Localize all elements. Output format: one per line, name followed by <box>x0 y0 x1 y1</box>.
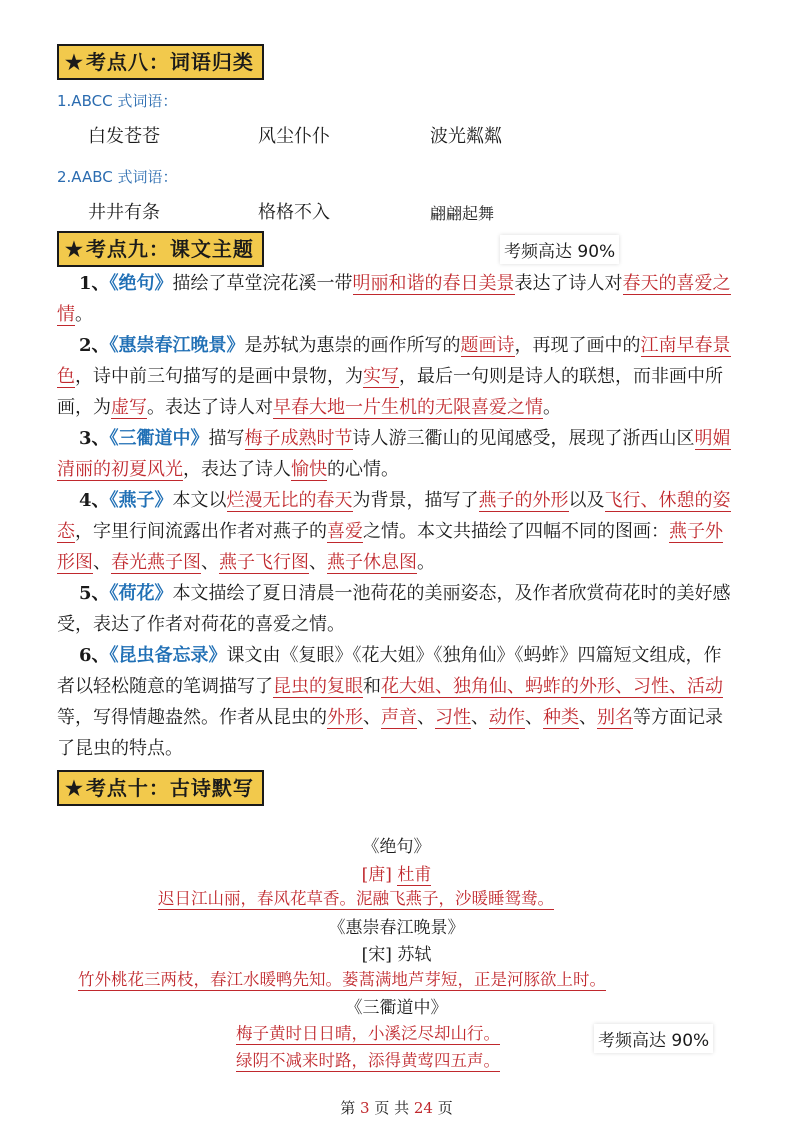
theme-paragraph <box>57 485 737 578</box>
theme-text: 诗人游三衢山的见闻感受，展现了浙西山区 <box>352 428 695 449</box>
poem-title: 《绝句》 <box>362 837 431 857</box>
key-phrase: 江南早春景色 <box>57 335 731 387</box>
theme-text: 、 <box>201 552 219 573</box>
word-item: 波光粼粼 <box>430 126 502 147</box>
key-phrase: 种类 <box>543 707 579 728</box>
frequency-badge: 考频高达 90% <box>500 235 619 264</box>
theme-number: 2、 <box>79 335 110 356</box>
theme-text: ，表达了诗人 <box>183 459 291 480</box>
key-phrase: 飞行、休憩的姿态 <box>57 490 731 542</box>
theme-text: 以及 <box>568 490 605 511</box>
poem-title: 《三衢道中》 <box>345 998 448 1018</box>
abcc-label: 1.ABCC 式词语： <box>57 92 178 110</box>
poem-line: 梅子黄时日日晴，小溪泛尽却山行。 <box>236 1020 500 1045</box>
theme-text: 描写 <box>208 428 245 449</box>
key-phrase: 燕子休息图 <box>327 552 417 573</box>
key-phrase: 燕子外形图 <box>57 521 723 573</box>
theme-text: 等方面记录了昆虫的特点。 <box>57 707 723 759</box>
key-phrase: 花大姐、独角仙、蚂蚱的外形、习性、活动 <box>381 676 723 697</box>
theme-number: 6、 <box>79 645 110 666</box>
theme-paragraph <box>57 640 737 764</box>
star-icon: ★ <box>65 776 84 800</box>
theme-paragraph <box>57 330 737 423</box>
theme-text: 、 <box>93 552 111 573</box>
poem-line: 迟日江山丽，春风花草香。泥融飞燕子，沙暖睡鸳鸯。 <box>158 885 554 910</box>
key-phrase: 早春大地一片生机的无限喜爱之情 <box>273 397 543 418</box>
poem-author: [宋] 苏轼 <box>361 945 432 965</box>
themes-list <box>57 268 737 764</box>
section-10-header <box>57 770 264 806</box>
theme-lesson-title: 《三衢道中》 <box>109 428 209 449</box>
key-phrase: 别名 <box>597 707 633 728</box>
footer-text: 页 <box>437 1099 453 1117</box>
key-phrase: 喜爱 <box>327 521 363 542</box>
theme-text: 。 <box>75 304 93 325</box>
poem-title: 《惠崇春江晚景》 <box>328 918 465 938</box>
word-item: 风尘仆仆 <box>258 126 330 147</box>
theme-text: 、 <box>579 707 597 728</box>
theme-number: 1、 <box>79 273 110 294</box>
theme-text: ，再现了画中的 <box>514 335 641 356</box>
theme-text: 等，写得情趣盎然。作者从昆虫的 <box>57 707 327 728</box>
theme-number: 4、 <box>79 490 110 511</box>
poem-line: 绿阴不减来时路，添得黄莺四五声。 <box>236 1047 500 1072</box>
theme-paragraph <box>57 578 737 640</box>
key-phrase: 春光燕子图 <box>111 552 201 573</box>
key-phrase: 梅子成熟时节 <box>244 428 353 449</box>
word-item: 格格不入 <box>258 202 330 223</box>
section-title: 考点八：词语归类 <box>85 50 254 74</box>
section-title: 考点十：古诗默写 <box>85 776 254 800</box>
theme-text: ，诗中前三句描写的是画中景物，为 <box>75 366 363 387</box>
theme-text: 是苏轼为惠崇的画作所写的 <box>244 335 461 356</box>
section-8-header <box>57 44 264 80</box>
theme-lesson-title: 《荷花》 <box>109 583 173 604</box>
poem-author-name: 杜甫 <box>397 865 432 885</box>
key-phrase: 昆虫的复眼 <box>273 676 363 697</box>
theme-lesson-title: 《绝句》 <box>109 273 173 294</box>
aabc-label: 2.AABC 式词语： <box>57 168 178 186</box>
theme-text: 为背景，描写了 <box>352 490 479 511</box>
theme-number: 5、 <box>79 583 110 604</box>
theme-text: 、 <box>363 707 381 728</box>
theme-text: 表达了诗人对 <box>514 273 623 294</box>
theme-text: 、 <box>417 707 435 728</box>
theme-text: 、 <box>309 552 327 573</box>
word-item: 白发苍苍 <box>88 126 160 147</box>
theme-text: 。 <box>417 552 435 573</box>
key-phrase: 外形 <box>327 707 363 728</box>
key-phrase: 春天的喜爱之情 <box>57 273 731 325</box>
theme-text: 本文以 <box>172 490 227 511</box>
theme-text: 和 <box>363 676 381 697</box>
key-phrase: 愉快 <box>291 459 327 480</box>
theme-lesson-title: 《惠崇春江晚景》 <box>109 335 245 356</box>
theme-paragraph <box>57 423 737 485</box>
word-item: 井井有条 <box>88 202 160 223</box>
theme-text: ，字里行间流露出作者对燕子的 <box>75 521 327 542</box>
key-phrase: 燕子的外形 <box>478 490 569 511</box>
theme-text: 之情。本文共描绘了四幅不同的图画： <box>363 521 669 542</box>
key-phrase: 实写 <box>363 366 399 387</box>
theme-lesson-title: 《昆虫备忘录》 <box>109 645 227 666</box>
key-phrase: 明丽和谐的春日美景 <box>352 273 515 294</box>
poem-dynasty: [唐] <box>361 865 392 885</box>
key-phrase: 动作 <box>489 707 525 728</box>
theme-text: 的心情。 <box>327 459 399 480</box>
page-total: 24 <box>413 1099 433 1117</box>
key-phrase: 声音 <box>381 707 417 728</box>
poem-line: 竹外桃花三两枝，春江水暖鸭先知。蒌蒿满地芦芽短，正是河豚欲上时。 <box>78 966 606 991</box>
theme-paragraph <box>57 268 737 330</box>
theme-text: ，最后一句则是诗人的联想，而非画中所画，为 <box>57 366 723 418</box>
theme-text: 描绘了草堂浣花溪一带 <box>172 273 353 294</box>
key-phrase: 题画诗 <box>460 335 515 356</box>
key-phrase: 习性 <box>435 707 471 728</box>
key-phrase: 烂漫无比的春天 <box>226 490 353 511</box>
frequency-badge: 考频高达 90% <box>594 1024 713 1053</box>
star-icon: ★ <box>65 237 84 261</box>
footer-text: 第 <box>340 1099 356 1117</box>
footer-text: 页 共 <box>374 1099 410 1117</box>
theme-number: 3、 <box>79 428 110 449</box>
theme-text: 课文由《复眼》《花大姐》《独角仙》《蚂蚱》四篇短文组成，作者以轻松随意的笔调描写了 <box>57 645 722 697</box>
word-item: 翩翩起舞 <box>430 204 495 223</box>
section-title: 考点九：课文主题 <box>85 237 254 261</box>
theme-text: 。 <box>543 397 561 418</box>
theme-text: 、 <box>471 707 489 728</box>
theme-lesson-title: 《燕子》 <box>109 490 173 511</box>
poem-author <box>0 860 793 885</box>
key-phrase: 明媚清丽的初夏风光 <box>57 428 731 480</box>
theme-text: 本文描绘了夏日清晨一池荷花的美丽姿态，及作者欣赏荷花时的美好感受，表达了作者对荷花的喜爱之情。 <box>57 583 731 635</box>
theme-text: 。表达了诗人对 <box>147 397 273 418</box>
theme-text: 、 <box>525 707 543 728</box>
star-icon: ★ <box>65 50 84 74</box>
page-footer <box>0 1097 793 1118</box>
section-9-header <box>57 231 264 267</box>
page-number: 3 <box>360 1099 370 1117</box>
key-phrase: 燕子飞行图 <box>219 552 309 573</box>
key-phrase: 虚写 <box>111 397 147 418</box>
